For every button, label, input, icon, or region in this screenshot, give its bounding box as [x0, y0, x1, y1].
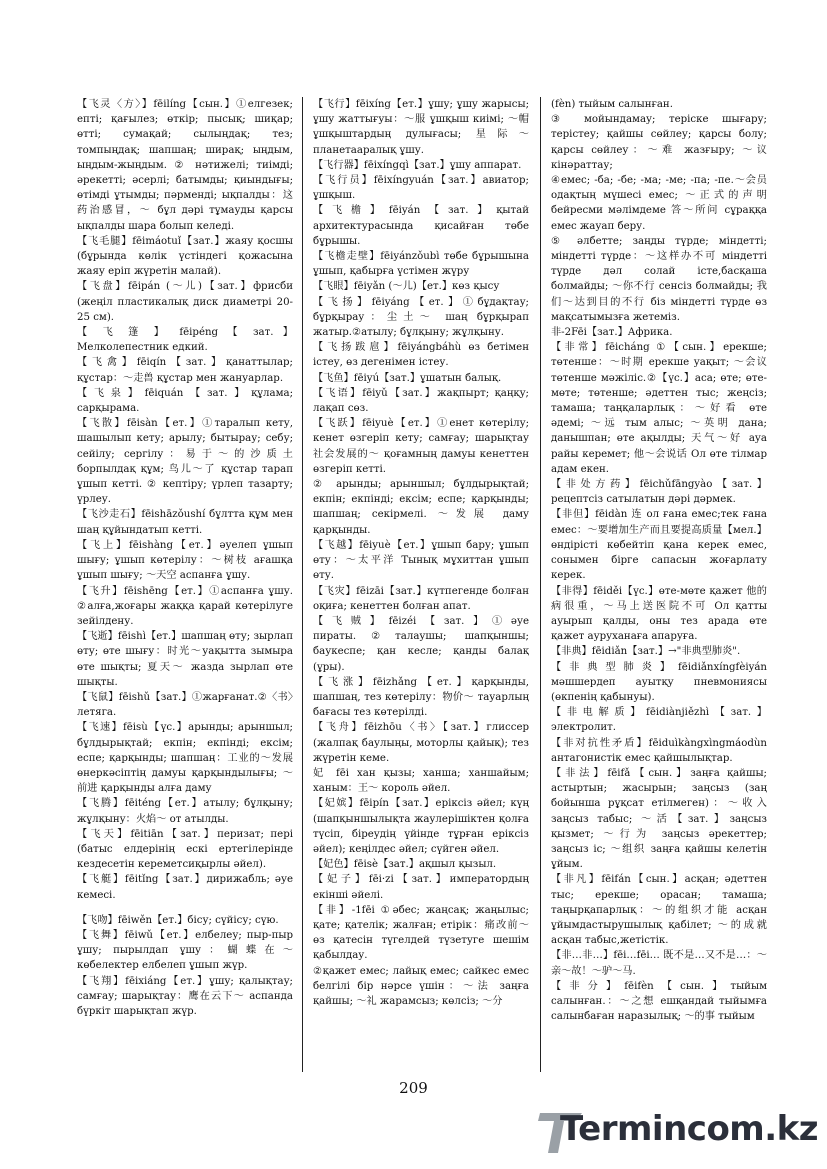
dictionary-entry: 【非分】fēifèn【сын.】тыйым салынған.：～之想 ешқандай тыйымға салынбаған наразылық; ～的事 тыйым — [551, 980, 767, 1023]
dictionary-entry: 【飞鼠】fēishǔ【зат.】①жарғанат.②〈书〉летяга. — [77, 691, 293, 719]
column-divider — [540, 97, 541, 1072]
dictionary-entry: 【飞升】fēishēng【ет.】①аспанға ұшу. ②алға,жоғары жаққа қарай көтерілуге зейілдену. — [77, 585, 293, 627]
dictionary-entry: 【非电解质】fēidiànjiězhì【зат.】электролит. — [551, 707, 767, 734]
dictionary-entry: 【飞扬】fēiyáng【ет.】①бұдақтау; бұрқырау：尘土～ шаң бұрқырап жатыр.②атылу; бұлқыну; жұлқыну. — [313, 296, 529, 339]
dictionary-entry: 【飞越】fēiyuè【ет.】ұшып бару; ұшып өту：～太平洋 Тынық мұхиттан ұшып өту. — [313, 539, 529, 582]
dictionary-entry: 【妃嫔】fēipín【зат.】ерікcіз әйел; күң (шапқыншылықта жаулерішіктен қолға түсіп, біреудің үйінде тұрған ерікcіз әйел); кеңілдес әйел; сүйген әйел. — [313, 798, 529, 855]
dictionary-entry: 【飞跃】fēiyuè【ет.】①енет көтерілу; кенет өзгеріп кету; самғау; шарықтау 社会发展的～ қоғамның дамуы кенеттен өзгеріп кетті. — [313, 418, 529, 475]
dictionary-entry: ④емес; -ба; -бе; -ма; -ме; -па; -пе.～会员 одақтың мүшесі емес; ～正式的声明 бейресми мәлімдеме 答～所问 сұраққа емес жауап беру. — [551, 175, 767, 232]
logo-text: Termincom.kz — [560, 1109, 819, 1149]
dictionary-entry: 【飞檐走壁】fēiyánzǒubì төбе бұрышына ұшып, қабырға үстімен жүру — [313, 251, 529, 278]
dictionary-entry: 【飞沙走石】fēishāzǒushí бұлтта құм мен шаң құйындатып кетті. — [77, 509, 293, 536]
dictionary-entry: ②қажет емес; лайық емес; сайкес емес белгілі бір нәрсе үшін：～法 заңға қайшы; ～礼 жарамсыз; көлсіз; ～分 — [313, 965, 529, 1007]
dictionary-entry: 非-2Fēi【зат.】Африка. — [551, 327, 673, 339]
dictionary-entry: 【飞灾】fēizāi【зат.】күтпегенде болған оқиға; кенеттен болған апат. — [313, 585, 529, 612]
dictionary-entry: ③ мойындамау; теріске шығару; терістеу; қайшы сөйлеу; қарсы болу; қарсы сөйлеу：～难 жазғыру; ～议 кінәраттау; — [551, 114, 767, 171]
dictionary-entry: 【飞吻】fēiwěn【ет.】бісу; сүйісу; сүю. — [77, 914, 279, 926]
dictionary-entry: 【非对抗性矛盾】fēiduìkàngxìngmáodùn антагонистік емес қайшылықтар. — [551, 737, 767, 764]
dictionary-entry: ⑤ әлбетте; заңды түрде; міндетті; міндетті түрде：～这样办不可 міндетті түрде дәл солай істе,басқаша болмайды; ～你不行 сенсіз болмайды; 我们～达到目的不行 біз міндетті түрде өз мақсатымызға жетеміз. — [551, 235, 767, 323]
dictionary-entry: 【飞语】fēiyǔ【зат.】жақпырт; қаңқу; лақап сөз. — [313, 387, 529, 415]
dictionary-entry: 【非但】fēidàn 连 ол ғана емес;тек ғана емес：～要增加生产而且要提高质量【мел.】өндірісті көбейтіп қана керек емес, сонымен бірге сапасын жоғарлату керек. — [551, 509, 767, 582]
dictionary-entry: 【 飞 篷 】 fēipéng 【 зат. 】 Мелколепестник едкий. — [77, 327, 293, 354]
dictionary-entry: 【非典】fēidiǎn【зат.】→"非典型肺炎". — [551, 646, 741, 658]
dictionary-entry: 【飞贼】fēizéi【зат.】①әуе пираты.②талаушы; шапқыншы; баукеспе; қан кесле; қанды балақ (ұры). — [313, 615, 529, 673]
dictionary-entry: 【非典型肺炎】fēidiǎnxíngfèiyán мәшшердеп ауытқу пневмониясы (өкпенің қабынуы). — [551, 661, 767, 703]
dictionary-entry: 【飞鱼】fēiyú【зат.】ұшатын балық. — [313, 372, 502, 384]
dictionary-entry: 【非得】fēiděi【үс.】өте-мөте қажет 他的病很重，～马上送医院不可 Ол қатты ауырып қалды, оны тез арада өте қажет ауруханаға апаруға. — [551, 585, 767, 643]
dictionary-entry: 【飞行器】fēixíngqì【зат.】ұшу аппарат. — [313, 159, 522, 171]
dictionary-entry: 【飞翔】fēixiáng【ет.】ұшу; қалықтау; самғау; шарықтау：鹰在云下～ аспанда бүркіт шарықтап жүр. — [77, 975, 293, 1017]
dictionary-entry: 【非常】fēicháng ①【сын.】ерекше; төтенше：～时期 ерекше уақыт; ～会议 төтенше мәжіліс.②【үс.】аса; өте; өте-мөте; төтенше; әдеттен тыс; жеңсіз; тамаша; таңқаларлық：～好看 өте әдемі; ～远 тым алыс; ～英明 дана; данышпан; өте ақылды; 天气～好 ауа райы керемет; 他～会说话 Ол өте тілмар адам екен. — [551, 342, 767, 475]
dictionary-entry: 【非】-1fēi ①әбес; жаңсақ; жаңылыс; қате; қателік; жалған; етірік：痛改前～ өз қатесін түгелдей түзетуге шешім қабылдау. — [313, 904, 529, 962]
dictionary-entry: 【非凡】fēifán【сын.】асқан; әдеттен тыс; ерекше; орасан; тамаша; таңырқапарлық：～的组织才能 асқан ұйымдастырушылық қабілет; ～的成就 асқан табыс,жетістік. — [551, 874, 767, 947]
dictionary-entry: 【飞腾】fēiténg【ет.】атылу; бұлқыну; жұлқыну：火焰～ от атылды. — [77, 798, 293, 825]
dictionary-entry: 【飞眼】fēiyǎn (～儿)【ет.】көз қысу — [313, 281, 500, 293]
dictionary-entry: (fèn) тыйым салынған. — [551, 99, 673, 110]
page-number: 209 — [399, 1079, 428, 1097]
dictionary-entry: 【飞盘】fēipán (～儿)【зат.】фрисби (жеңіл пластикалық диск диаметрі 20-25 см). — [77, 281, 293, 323]
dictionary-entry: ② арынды; арыншыл; бұлдырықтай; екпін; екпінді; ексім; еспе; қарқынды; шапшаң; секірмелі. ～发展 даму қарқынды. — [313, 479, 529, 536]
dictionary-entry: 【妃子】fēi·zi【зат.】императордың екінші әйелі. — [313, 874, 529, 901]
dictionary-entry: 【飞行】fēixíng【ет.】ұшу; ұшу жарысы; ұшу жаттығуы：～服 ұшқыш киімі; ～帽 ұшқыштардың дулығасы; 星际～планетааралық ұшу. — [313, 99, 529, 156]
dictionary-entry: 【飞散】fēisàn【ет.】①таралып кету, шашылып кету; арылу; бытырау; себу; сейілу; сергілу：易于～的沙质土 борпылдақ құм; 鸟儿～了 құстар тарап ұшып кетті. ② кептіру; үрлеп тазарту; үрлеу. — [77, 418, 293, 506]
dictionary-entry: 【飞扬跋扈】fēiyángbáhù өз бетімен істеу, өз дегенімен істеу. — [313, 342, 529, 369]
dictionary-entry: 【飞禽】fēiqín【зат.】қанаттылар; құстар：～走兽 құстар мен жануарлар. — [77, 357, 293, 384]
column-3 — [551, 97, 767, 1067]
dictionary-entry: 【飞行员】fēixíngyuán【зат.】авиатор; ұшқыш. — [313, 175, 529, 202]
dictionary-entry: 妃 fēi хан қызы; ханша; ханшайым; ханым：王～ король әйел. — [313, 767, 529, 795]
dictionary-entry: 【非法】fēifǎ【сын.】заңға қайшы; астыртын; жасырын; заңсыз (заң бойынша рұқсат етілмеген)：～收入 заңсыз табыс; ～活【зат.】заңсыз қызмет; ～行为 заңсыз әрекеттер; заңсыз іс; ～组织 заңға қайшы келетін ұйым. — [551, 767, 767, 871]
dictionary-entry: 【非处方药】fēichǔfāngyào【зат.】рецептсіз сатылатын дәрі дәрмек. — [551, 479, 767, 506]
dictionary-entry: 【飞上】fēishàng【ет.】әуелеп ұшып шығу; ұшып көтерілу：～树枝 ағашқа ұшып шығу; ～天空 аспанға ұшу. — [77, 539, 293, 582]
column-2 — [313, 97, 529, 1067]
dictionary-entry: 【飞舞】fēiwǔ【ет.】елбелеу; пыр-пыр ұшу; пырылдап ұшу：蝴蝶在～ көбелектер елбелеп ұшып жүр. — [77, 929, 293, 972]
dictionary-entry: 【飞灵〈方〉】fēilíng【сын.】①елгезек; епті; қағылез; өткір; пысық; шиқар; өтті; сумақай; сылыңдақ; тез; томпыңдақ; шапшаң; ширақ; ыңдым, ыңдым-жыңдым. ② нәтижелі; тиімді; әрекетті; әсерлі; батымды; қиындығы; өтімді ұтымды; пәрменді; ықпалды：这药治感冒，～ бұл дәрі тұмауды қарсы ықпалды шара болып келеді. — [77, 99, 293, 232]
termincom-logo[interactable] — [536, 1107, 819, 1157]
dictionary-entry: 【飞艇】fēitǐng【зат.】дирижабль; әуе кемесі. — [77, 874, 293, 901]
column-divider — [302, 97, 303, 1072]
dictionary-entry: 【飞涨】fēizhǎng【ет.】қарқынды, шапшаң, тез көтерілу：物价～ тауарлың бағасы тез көтерілді. — [313, 676, 529, 719]
dictionary-entry: 【飞逝】fēishì【ет.】шапшаң өту; зырлап өту; өте шығу：时光～уақытта зымыра өте шықты; 夏天～ жазда зырлап өте шықты. — [77, 631, 293, 688]
column-1 — [77, 97, 293, 1067]
dictionary-entry: 【飞天】fēitiān【зат.】перизат; пері (батыс елдерінің ескі ертегілерінде кездесетін кереметсиқырлы әйел). — [77, 828, 293, 871]
dictionary-entry: 【飞速】fēisù【үс.】арынды; арыншыл; бұлдырықтай; екпін; екпінді; ексім; еспе; қарқынды; шапшаң：工业的～发展 өнеркәсіптің дамуы қарқындылығы; ～前进 қарқынды алға даму — [77, 722, 293, 795]
dictionary-entry: 【飞毛腿】fēimáotuǐ【зат.】жаяу қосшы (бұрында көлік үстіндегі қожасына жаяу еріп жүретін малай). — [77, 235, 293, 278]
dictionary-entry: 【飞泉】fēiquán【зат.】құлама; сарқырама. — [77, 387, 293, 415]
dictionary-entry: 【飞舟】fēizhōu〈书〉【зат.】глиссер (жалпақ баулыңы, моторлы қайық); тез жүретін кеме. — [313, 722, 529, 764]
dictionary-entry: 【非…非…】fēi…fēi… 既不是…又不是…：～亲～故！～驴～马. — [551, 950, 767, 977]
dictionary-entry: 【飞檐】fēiyán【зат.】қытай архитектурасында қисайған төбе бұрышы. — [313, 205, 529, 247]
dictionary-entry: 【妃色】fēisè【зат.】ақшыл қызыл. — [313, 859, 497, 871]
